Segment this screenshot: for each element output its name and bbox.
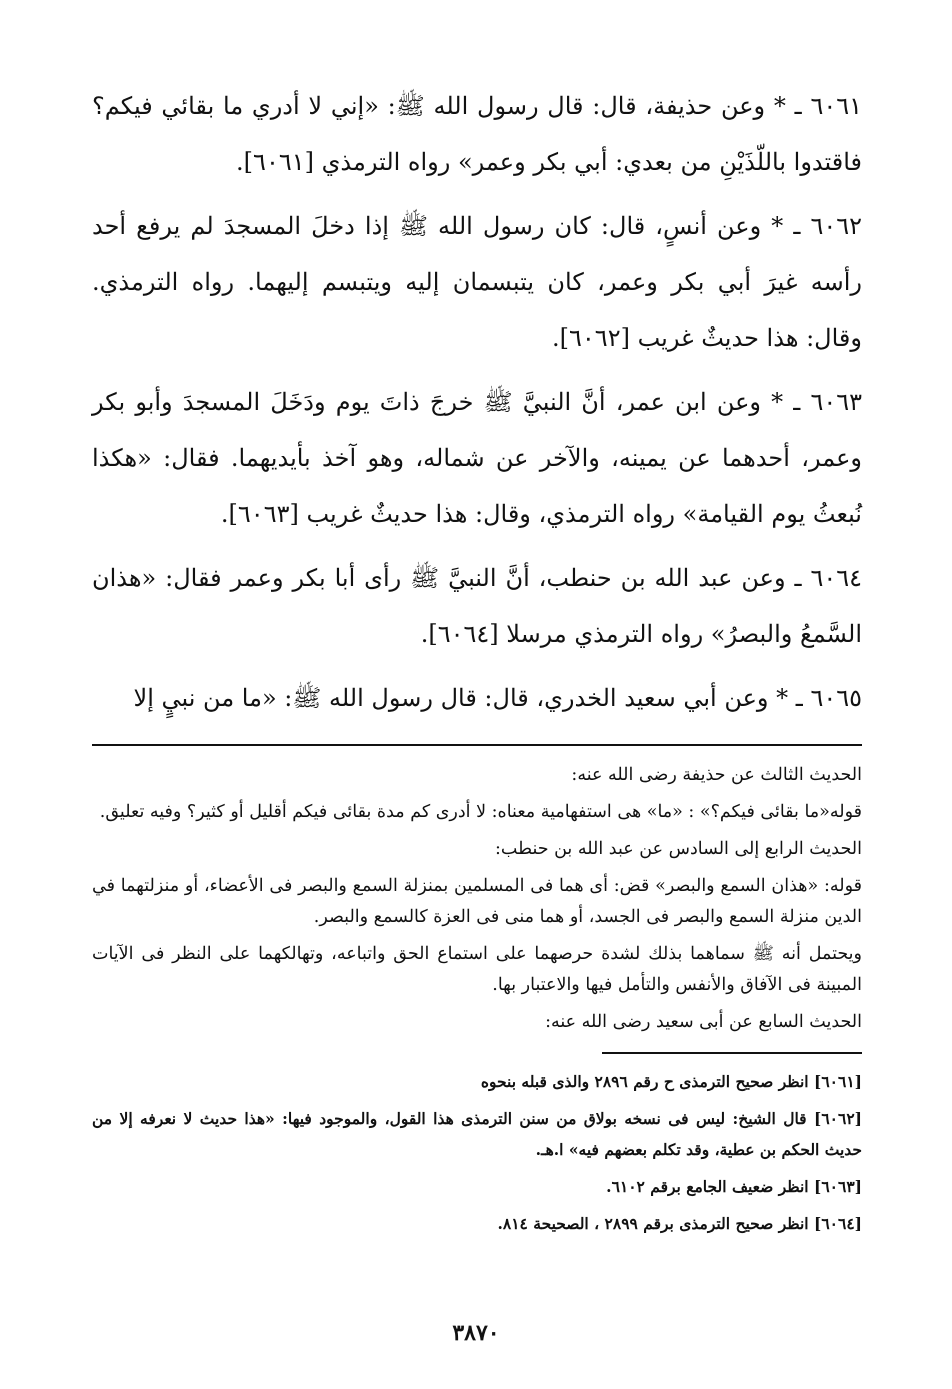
hadith-section [92,78,862,726]
footnote-divider [602,1052,862,1054]
hadith-6065: ٦٠٦٥ ـ * وعن أبي سعيد الخدري، قال: قال رسول الله ﷺ: «ما من نبيٍ إلا [133,684,862,712]
hadith-6063: ٦٠٦٣ ـ * وعن ابن عمر، أنَّ النبيَّ ﷺ خرجَ ذاتَ يوم ودَخَلَ المسجدَ وأبو بكر وعمر، أحدهما عن يمينه، والآخر عن شماله، وهو آخذ بأيديهما. فقال: «هكذا نُبعثُ يوم القيامة» رواه الترمذي، وقال: هذا حديثٌ غريب [٦٠٦٣]. [92,388,862,528]
commentary-heading-hantab: الحديث الرابع إلى السادس عن عبد الله بن حنطب: [495,839,862,859]
section-divider [92,744,862,746]
footnote-6064: [٦٠٦٤] انظر صحيح الترمذى برقم ٢٨٩٩ ، الصحيحة ٨١٤. [497,1214,862,1233]
footnote-6063: [٦٠٦٣] انظر ضعيف الجامع برقم ٦١٠٢. [606,1177,862,1196]
footnote-6062: [٦٠٦٢] قال الشيخ: ليس فى نسخه بولاق من سنن الترمذى هذا القول، والموجود فيها: «هذا حديث لا نعرفه إلا من حديث الحكم بن عطية، وقد تكلم بعضهم فيه» ا.هـ. [92,1109,862,1159]
commentary-paragraph: ويحتمل أنه ﷺ سماهما بذلك لشدة حرصهما على استماع الحق واتباعه، وتهالكهما على النظر فى الآيات المبينة فى الآفاق والأنفس والتأمل فيها والاعتبار بها. [92,944,862,995]
hadith-6062: ٦٠٦٢ ـ * وعن أنسٍ، قال: كان رسول الله ﷺ إذا دخلَ المسجدَ لم يرفع أحد رأسه غيرَ أبي بكر وعمر، كان يتبسمان إليه ويتبسم إليهما. رواه الترمذي. وقال: هذا حديثٌ غريب [٦٠٦٢]. [92,212,862,352]
page-number: ٣٨٧٠ [452,1320,500,1346]
commentary-paragraph: قوله: «هذان السمع والبصر» قض: أى هما فى المسلمين بمنزلة السمع والبصر فى الأعضاء، أو منزلتهما في الدين منزلة السمع والبصر فى الجسد، أو هما منى فى العزة كالسمع والبصر. [92,876,862,927]
commentary-section [92,760,862,1038]
footnote-6061: [٦٠٦١] انظر صحيح الترمذى ح رقم ٢٨٩٦ والذى قبله بنحوه [480,1072,862,1091]
hadith-6061: ٦٠٦١ ـ * وعن حذيفة، قال: قال رسول الله ﷺ: «إني لا أدري ما بقائي فيكم؟ فاقتدوا باللّذَيْنِ من بعدي: أبي بكر وعمر» رواه الترمذي [٦٠٦١]. [92,92,862,176]
footnotes-section [92,1066,862,1239]
page-body [92,78,862,1245]
hadith-6064: ٦٠٦٤ ـ وعن عبد الله بن حنطب، أنَّ النبيَّ ﷺ رأى أبا بكر وعمر فقال: «هذان السَّمعُ والبصرُ» رواه الترمذي مرسلا [٦٠٦٤]. [92,564,862,648]
commentary-heading-hudhayfa: الحديث الثالث عن حذيفة رضى الله عنه: [571,765,862,785]
commentary-heading-abu-said: الحديث السابع عن أبى سعيد رضى الله عنه: [545,1012,862,1032]
commentary-paragraph: قوله«ما بقائى فيكم؟» : «ما» هى استفهامية معناه: لا أدرى كم مدة بقائى فيكم أقليل أو كثير؟ وفيه تعليق. [99,802,862,822]
